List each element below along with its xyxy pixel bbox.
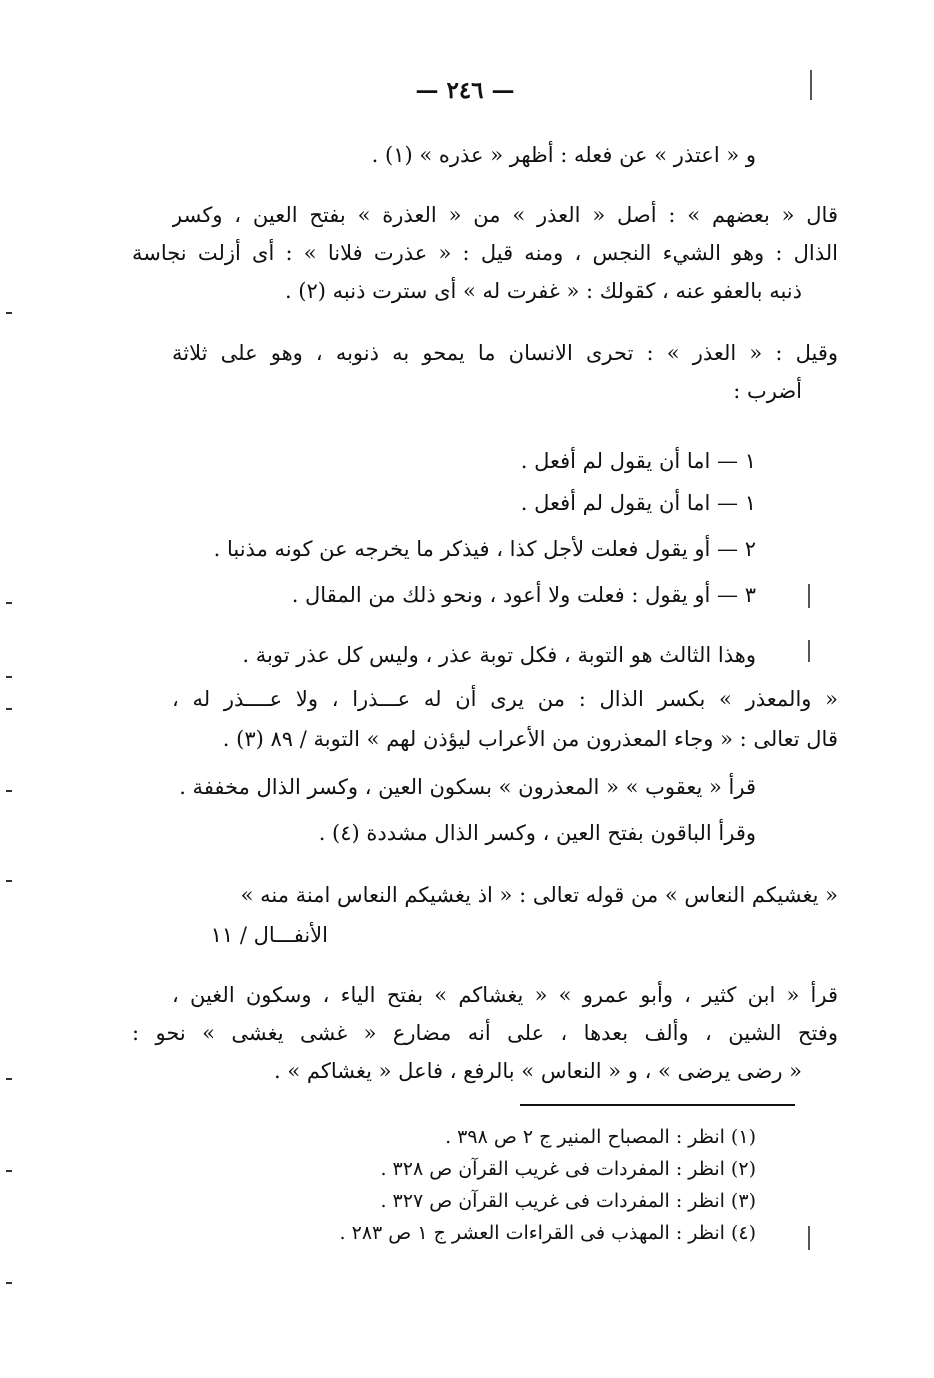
scan-margin-mark — [6, 1170, 12, 1172]
footnote-separator — [520, 1104, 795, 1106]
list-item-3: ٣ — أو يقول : فعلت ولا أعود ، ونحو ذلك من المقال . — [291, 583, 756, 607]
footnote-1: (١) انظر : المصباح المنير ج ٢ ص ٣٩٨ . — [445, 1126, 756, 1148]
paragraph-5-line-4: وقرأ الباقون بفتح العين ، وكسر الذال مشددة (٤) . — [318, 821, 756, 845]
scan-margin-mark — [810, 70, 812, 100]
paragraph-2-line-2: الذال : وهو الشيء النجس ، ومنه قيل : « عذرت فلانا » : أى أزلت نجاسة — [132, 241, 838, 265]
paragraph-2-line-1: قال « بعضهم » : أصل « العذر » من « العذرة » بفتح العين ، وكسر — [172, 203, 838, 227]
paragraph-6-line-1: « يغشيكم النعاس » من قوله تعالى : « اذ يغشيكم النعاس امنة منه » — [240, 883, 838, 907]
footnote-2: (٢) انظر : المفردات فى غريب القرآن ص ٣٢٨ . — [380, 1158, 756, 1180]
scan-margin-mark — [6, 676, 12, 678]
footnote-3: (٣) انظر : المفردات فى غريب القرآن ص ٣٢٧ . — [380, 1190, 756, 1212]
paragraph-5-line-3: قرأ « يعقوب » « المعذرون » بسكون العين ، وكسر الذال مخففة . — [179, 775, 756, 799]
footnote-4: (٤) انظر : المهذب فى القراءات العشر ج ١ ص ٢٨٣ . — [339, 1222, 756, 1244]
paragraph-1-line-1: و « اعتذر » عن فعله : أظهر « عذره » (١) . — [371, 143, 756, 167]
scan-margin-mark — [808, 1226, 810, 1250]
paragraph-7-line-1: قرأ « ابن كثير ، وأبو عمرو » « يغشاكم » بفتح الياء ، وسكون الغين ، — [172, 983, 838, 1007]
paragraph-2-line-3: ذنبه بالعفو عنه ، كقولك : « غفرت له » أى سترت ذنبه (٢) . — [284, 279, 802, 303]
scan-margin-mark — [6, 790, 12, 792]
scan-margin-mark — [6, 880, 12, 882]
list-item-2: ٢ — أو يقول فعلت لأجل كذا ، فيذكر ما يخرجه عن كونه مذنبا . — [213, 537, 756, 561]
list-item-1: ١ — اما أن يقول لم أفعل . — [520, 449, 756, 473]
scan-margin-mark — [6, 312, 12, 314]
scan-margin-mark — [808, 640, 810, 662]
paragraph-5-line-2: قال تعالى : « وجاء المعذرون من الأعراب ليؤذن لهم » التوبة / ٨٩ (٣) . — [222, 727, 838, 751]
paragraph-3-line-2: أضرب : — [733, 379, 802, 403]
paragraph-7-line-3: « رضى يرضى » ، و « النعاس » بالرفع ، فاعل « يغشاكم » . — [274, 1059, 802, 1083]
paragraph-4-line-1: وهذا الثالث هو التوبة ، فكل توبة عذر ، وليس كل عذر توبة . — [242, 643, 756, 667]
scan-margin-mark — [808, 584, 810, 608]
paragraph-6-line-2: الأنفـــال / ١١ — [210, 923, 328, 947]
scan-margin-mark — [6, 708, 12, 710]
scan-margin-mark — [6, 1282, 12, 1284]
scan-margin-mark — [6, 1078, 12, 1080]
paragraph-5-line-1: « والمعذر » بكسر الذال : من يرى أن له عـــذرا ، ولا عــــذر له ، — [172, 687, 838, 711]
page-number: — ٢٤٦ — — [415, 77, 515, 104]
paragraph-3-line-1: وقيل : « العذر » : تحرى الانسان ما يمحو به ذنوبه ، وهو على ثلاثة — [172, 341, 838, 365]
list-item-1-repeat: ١ — اما أن يقول لم أفعل . — [520, 491, 756, 515]
paragraph-7-line-2: وفتح الشين ، وألف بعدها ، على أنه مضارع « غشى يغشى » نحو : — [132, 1021, 838, 1045]
scan-margin-mark — [6, 602, 12, 604]
